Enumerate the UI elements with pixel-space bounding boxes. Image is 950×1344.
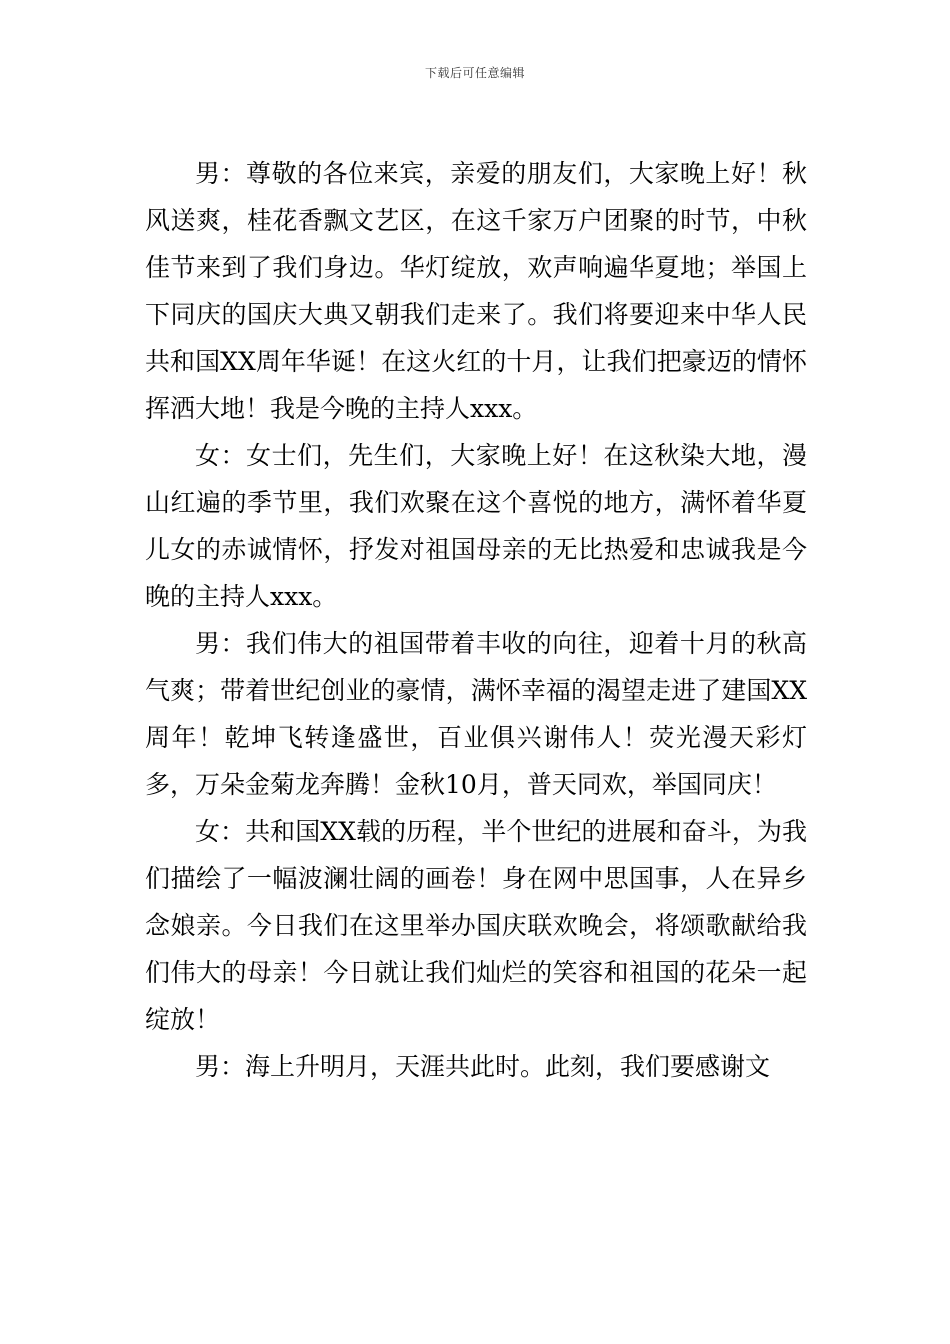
document-body bbox=[145, 150, 807, 1090]
paragraph: 女：女士们，先生们，大家晚上好！在这秋染大地，漫山红遍的季节里，我们欢聚在这个喜悦的地方，满怀着华夏儿女的赤诚情怀，抒发对祖国母亲的无比热爱和忠诚我是今晚的主持人xxx。 bbox=[145, 441, 807, 611]
page-header: 下载后可任意编辑 bbox=[424, 66, 525, 80]
paragraph: 男：我们伟大的祖国带着丰收的向往，迎着十月的秋高气爽；带着世纪创业的豪情，满怀幸福的渴望走进了建国XX周年！乾坤飞转逢盛世，百业俱兴谢伟人！荧光漫天彩灯多，万朵金菊龙奔腾！金秋10月，普天同欢，举国同庆！ bbox=[145, 629, 807, 799]
paragraph: 女：共和国XX载的历程，半个世纪的进展和奋斗，为我们描绘了一幅波澜壮阔的画卷！身在网中思国事，人在异乡念娘亲。今日我们在这里举办国庆联欢晚会，将颂歌献给我们伟大的母亲！今日就让我们灿烂的笑容和祖国的花朵一起绽放！ bbox=[145, 817, 807, 1034]
paragraph: 男：尊敬的各位来宾，亲爱的朋友们，大家晚上好！秋风送爽，桂花香飘文艺区，在这千家万户团聚的时节，中秋佳节来到了我们身边。华灯绽放，欢声响遍华夏地；举国上下同庆的国庆大典又朝我们走来了。我们将要迎来中华人民共和国XX周年华诞！在这火红的十月，让我们把豪迈的情怀挥洒大地！我是今晚的主持人xxx。 bbox=[145, 159, 807, 423]
paragraph: 男：海上升明月，天涯共此时。此刻，我们要感谢文 bbox=[195, 1052, 771, 1081]
